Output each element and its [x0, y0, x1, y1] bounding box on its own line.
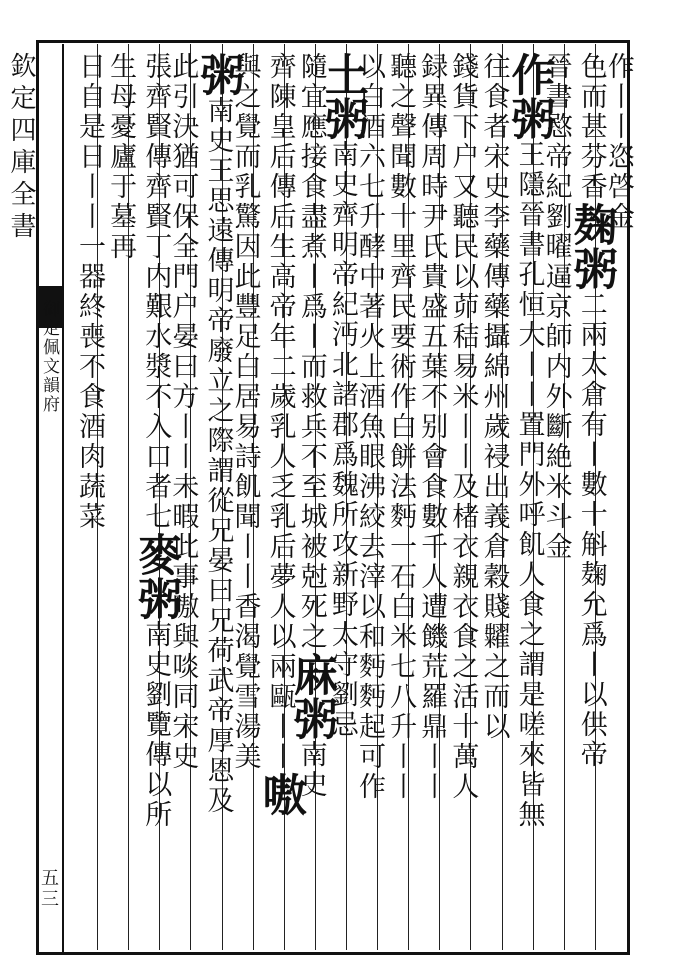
entry-text: 録異傳周時尹氏貴盛五葉不别會食數千人遭饑荒羅鼎丨丨 — [416, 52, 448, 802]
entry-text: 南史王思遠傳明帝廢立之際謂從兄晏曰兄荷武帝厚恩及 — [202, 96, 234, 816]
entry-text: 聽之聲聞數十里齊民要術作白餅法麪一石白米七八升丨丨 — [385, 52, 417, 802]
text-column — [67, 52, 105, 947]
entry-headword: 粥 — [192, 52, 244, 96]
entry-text: 南史 — [295, 740, 327, 800]
entry-text: 齊陳皇后傳后生高帝年二歲乳人乏乳后夢人以兩甌丨丨 — [264, 52, 296, 772]
entry-text: 以白酒六七升酵中著火上酒魚眼沸絞去滓以和麪麪起可作 — [354, 52, 385, 802]
entry-text: 二兩太倉有丨數十斛麹允爲丨以供帝 — [575, 290, 607, 770]
margin-rule — [62, 44, 64, 952]
entry-text: 張齊賢傳齊賢丁内艱水漿不入口者七 — [140, 52, 172, 532]
entry-text: 錢貨下户又聽民以茆秸易米丨丨及楮衣親衣食之活十萬人 — [447, 52, 479, 802]
page-number — [36, 868, 62, 910]
entry-text: 色而甚芬香 — [575, 52, 607, 202]
entry-headword: 麹粥 — [565, 202, 617, 290]
entry-text: 南史劉覽傳以所 — [140, 620, 172, 830]
entry-text: 隨宜應接食盡煮丨爲丨而救兵不至城被尅死之 — [295, 52, 327, 652]
page-number-text: 五三 — [38, 868, 59, 910]
entry-text: 生母憂廬于墓再 — [105, 52, 137, 262]
entry-headword: 土粥 — [316, 52, 368, 140]
entry-text: 王隱晉書孔恒大丨丨置門外呼飢人食之謂是嗟來皆無 — [513, 140, 545, 830]
book-title-text: 欽定四庫全書 — [6, 52, 36, 244]
entry-text: 此引決猶可保全門户晏曰方丨丨未暇此事嗷與啖同宋史 — [167, 52, 199, 772]
entry-headword: 麻粥 — [285, 652, 337, 740]
entry-text: 南史齊明帝紀沔北諸郡爲魏所攻新野太守劉忌 — [326, 140, 358, 740]
entry-headword: 嗷 — [254, 772, 306, 816]
entry-headword: 作粥 — [503, 52, 555, 140]
entry-headword: 麥粥 — [130, 532, 182, 620]
entry-text: 作丨丨恣啓金 — [602, 52, 634, 232]
margin-book-title — [6, 52, 36, 244]
subtitle-text: 御定佩文韻府 — [39, 300, 59, 414]
column-text — [67, 52, 111, 532]
entry-text: 晉書愍帝紀劉曜逼京師内外斷絶米斗金 — [540, 52, 572, 562]
entry-text: 日自是日丨丨一器終喪不食酒肉蔬菜 — [74, 52, 105, 532]
margin-subtitle — [38, 300, 62, 414]
entry-text: 往食者宋史李藥傳藥攝綿州歲祲出義倉穀賤糶之而以 — [478, 52, 510, 742]
entry-text: 與之覺而乳驚因此豐足白居易詩飢聞丨丨香渴覺雪湯美 — [229, 52, 261, 772]
